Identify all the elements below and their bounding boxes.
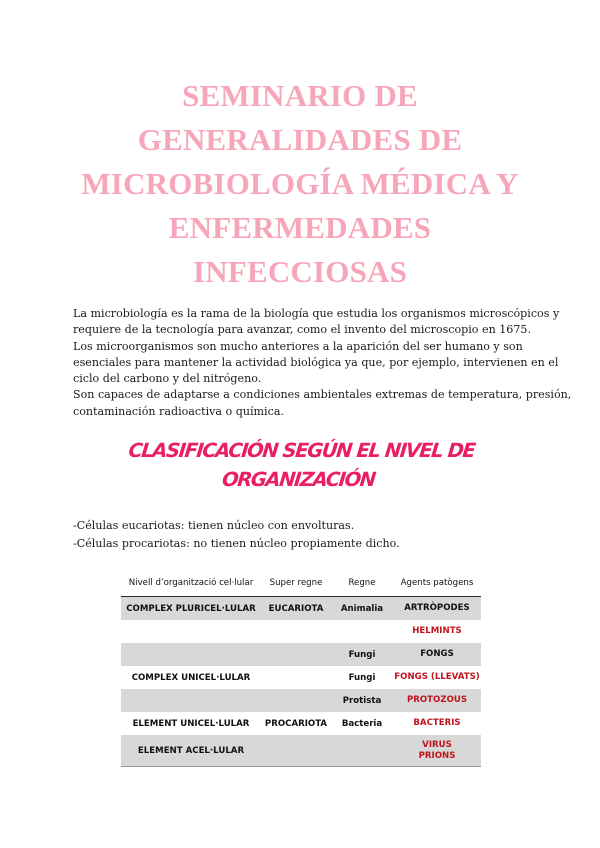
pathogen-label: FONGS (LLEVATS) [394,672,480,682]
title-line: INFECCIOSAS [192,254,408,289]
section-heading-line: CLASIFICACIÓN SEGÚN EL NIVEL DE [127,439,476,462]
title-line: ENFERMEDADES [168,210,432,245]
cell-agents [393,643,481,666]
intro-line: Los microorganismos son mucho anteriores a la aparición del ser humano y son [73,339,523,353]
table-row [121,643,481,666]
header-superregne: Super regne [261,570,331,597]
cell-level: ELEMENT UNICEL·LULAR [132,718,250,729]
cell-superregne [261,620,331,643]
cell-level: COMPLEX PLURICEL·LULAR [121,597,261,621]
intro-line: Son capaces de adaptarse a condiciones ambientales extremas de temperatura, presión, [73,388,572,402]
cell-superregne [261,666,331,689]
cell-level [121,643,261,666]
table-row [121,597,481,621]
cell-regne: Fungi [348,672,376,683]
organization-table [121,570,481,767]
pathogen-label: HELMINTS [412,626,462,636]
table-body [121,597,481,767]
header-regne: Regne [331,570,393,597]
section-heading [57,436,543,494]
table-row [121,666,481,689]
cell-regne [331,620,393,643]
cell-type-item: -Células eucariotas: tienen núcleo con envolturas. [73,519,355,532]
cell-agents [393,620,481,643]
intro-paragraph [73,306,572,420]
intro-line: contaminación radioactiva o química. [73,404,284,418]
cell-superregne: EUCARIOTA [261,597,331,621]
header-level: Nivell d’organització cel·lular [121,570,261,597]
pathogen-label: ARTRÒPODES [404,603,470,613]
cell-regne: Protista [331,689,393,712]
cell-regne: Fungi [331,643,393,666]
pathogen-label: VIRUS [422,739,452,750]
cell-agents [393,689,481,712]
pathogen-label: FONGS [420,649,454,659]
cell-regne [331,735,393,767]
cell-agents [393,666,481,689]
table-row [121,620,481,643]
page-title [60,74,540,294]
intro-line: esenciales para mantener la actividad biológica ya que, por ejemplo, intervienen en el [73,355,559,369]
pathogen-label: PRIONS [418,750,456,761]
cell-superregne [261,735,331,767]
cell-superregne [261,689,331,712]
title-line: SEMINARIO DE [182,78,418,113]
section-heading-line: ORGANIZACIÓN [220,468,376,491]
pathogen-label: BACTERIS [413,718,461,728]
cell-superregne: PROCARIOTA [264,718,328,729]
cell-agents [393,712,481,735]
title-line: GENERALIDADES DE [137,122,463,157]
cell-regne: Animalia [331,597,393,621]
intro-line: ciclo del carbono y del nitrógeno. [73,372,262,386]
cell-level [121,620,261,643]
cell-agents [393,597,481,621]
intro-line: La microbiología es la rama de la biología que estudia los organismos microscópicos y [73,307,560,320]
table-row [121,735,481,767]
pathogen-label: PROTOZOUS [406,695,468,705]
cell-type-item: -Células procariotas: no tienen núcleo propiamente dicho. [73,536,400,550]
cell-regne: Bacteria [341,718,383,729]
title-line: MICROBIOLOGÍA MÉDICA Y [81,166,519,201]
cell-level [121,689,261,712]
cell-level: ELEMENT ACEL·LULAR [121,735,261,767]
cell-types-list [73,517,533,552]
cell-superregne [261,643,331,666]
table-row [121,712,481,735]
table-header-row [121,570,481,597]
header-agents: Agents patògens [393,570,481,597]
table-row [121,689,481,712]
intro-line: requiere de la tecnología para avanzar, como el invento del microscopio en 1675. [73,323,532,337]
cell-level: COMPLEX UNICEL·LULAR [131,672,251,683]
cell-agents [393,735,481,767]
